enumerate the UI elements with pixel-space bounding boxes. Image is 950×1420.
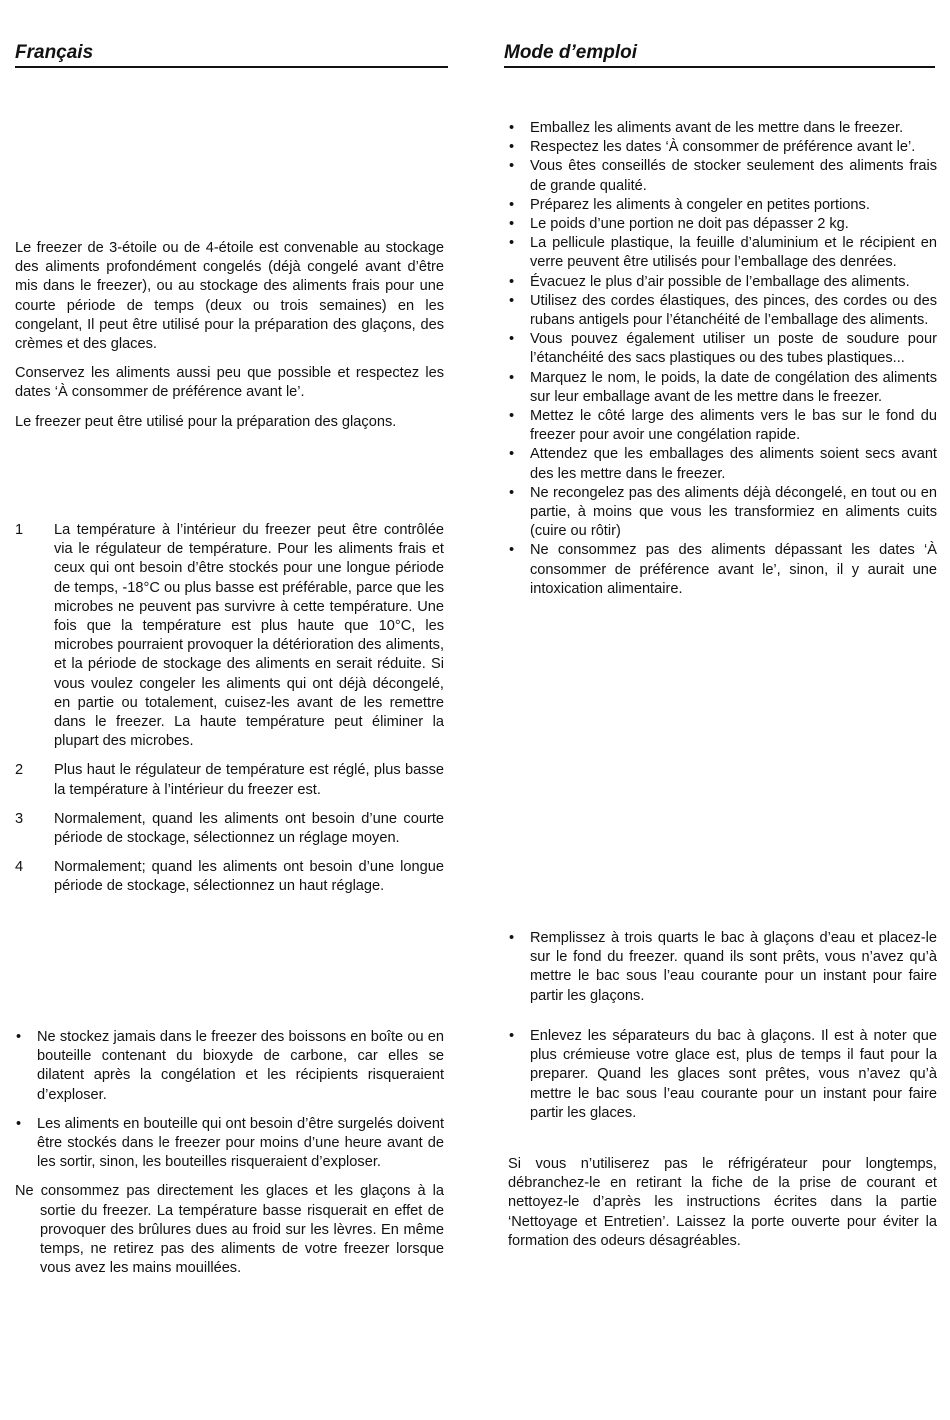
tip-item: • Le poids d’une portion ne doit pas dépasser 2 kg. [508, 215, 937, 234]
intro-paragraph: Le freezer de 3-étoile ou de 4-étoile est convenable au stockage des aliments profondément congelés (déjà congelé avant d’être mis dans le freezer), ou au stockage des aliments frais pour une courte période de temps (deux ou trois semaines) en les congelant, Il peut être utilisé pour la préparation des glaçons, des crèmes et des glaces. [15, 240, 444, 353]
tip-item: • Vous pouvez également utiliser un poste de soudure pour l’étanchéité des sacs plastiques ou des tubes plastiques... [508, 330, 937, 368]
item-number: 4 [15, 859, 24, 876]
section-header [504, 42, 935, 68]
ice-cube-tray [508, 929, 937, 1006]
tip-item: • Vous êtes conseillés de stocker seulement des aliments frais de grande qualité. [508, 157, 937, 195]
ice-cream [508, 1027, 937, 1123]
item-text: Plus haut le régulateur de température est réglé, plus basse la température à l’intérieur du freezer est. [54, 762, 444, 798]
packaging-tips [508, 119, 937, 599]
tip-item: • Préparez les aliments à congeler en petites portions. [508, 196, 937, 215]
numbered-item [15, 761, 444, 799]
tip-item: • Ne consommez pas des aliments dépassant les dates ‘À consommer de préférence avant le’, sinon, il y aurait une intoxication alimentaire. [508, 541, 937, 599]
item-number: 2 [15, 762, 24, 779]
language-header [15, 42, 448, 68]
intro-paragraph: Le freezer peut être utilisé pour la préparation des glaçons. [15, 413, 397, 430]
numbered-list [15, 521, 444, 897]
tip-item: • Attendez que les emballages des aliments soient secs avant des les mettre dans le freezer. [508, 445, 937, 483]
language-title: Français [15, 42, 94, 63]
tip-item: • Mettez le côté large des aliments vers le bas sur le fond du freezer pour avoir une congélation rapide. [508, 407, 937, 445]
storage-note: Si vous n’utiliserez pas le réfrigérateur pour longtemps, débranchez-le en retirant la fiche de la prise de courant et nettoyez-le d’après les instructions écrites dans la partie ‘Nettoyage et Entretien’. Laissez la porte ouverte pour éviter la formation des odeurs désagréables. [508, 1156, 937, 1249]
tip-item: • Respectez les dates ‘À consommer de préférence avant le’. [508, 138, 937, 157]
long-absence-note [508, 1155, 937, 1251]
tips-list [508, 119, 937, 599]
item-text: La température à l’intérieur du freezer peut être contrôlée via le régulateur de température. Pour les aliments frais et ceux qui ont besoin d’être stockés pour une longue période de temps, -18°C ou plus basse est préférable, parce que les microbes ne peuvent pas survivre à cette température. Une fois que la température est plus haute que 10°C, les microbes pourraient provoquer la détérioration des aliments, et la période de stockage des aliments en serait réduite. Si vous voulez congeler les aliments qui ont déjà décongelé, en partie ou totalement, cuisez-les avant de les remettre dans le freezer. La haute température peut éliminer la plupart des microbes. [54, 522, 444, 750]
intro-paragraph: Conservez les aliments aussi peu que possible et respectez les dates ‘À consommer de préférence avant le’. [15, 365, 444, 401]
warning-item: • Ne stockez jamais dans le freezer des boissons en boîte ou en bouteille contenant du bioxyde de carbone, car elles se dilatent après la congélation et les récipients risqueraient d’exploser. [15, 1028, 444, 1105]
tip-item: • Évacuez le plus d’air possible de l’emballage des aliments. [508, 273, 937, 292]
section-title: Mode d’emploi [504, 42, 637, 63]
warning-item: • Les aliments en bouteille qui ont besoin d’être surgelés doivent être stockés dans le freezer pour moins d’une heure avant de les sortir, sinon, les bouteilles risqueraient d’exploser. [15, 1115, 444, 1173]
ice-list [508, 929, 937, 1006]
tip-item: • Utilisez des cordes élastiques, des pinces, des cordes ou des rubans antigels pour l’étanchéité de l’emballage des aliments. [508, 292, 937, 330]
temperature-settings-list [15, 521, 444, 907]
warnings-block [15, 1028, 444, 1278]
ice-list [508, 1027, 937, 1123]
tip-item: • Marquez le nom, le poids, la date de congélation des aliments sur leur emballage avant de les mettre dans le freezer. [508, 369, 937, 407]
item-text: Normalement, quand les aliments ont besoin d’une courte période de stockage, sélectionnez un réglage moyen. [54, 810, 444, 847]
tip-item: • La pellicule plastique, la feuille d’aluminium et le récipient en verre peuvent être utilisés pour l’emballage des denrées. [508, 234, 937, 272]
item-number: 1 [15, 522, 24, 538]
warnings-list [15, 1028, 444, 1172]
tip-item: • Emballez les aliments avant de les mettre dans le freezer. [508, 119, 937, 138]
final-note: Ne consommez pas directement les glaces et les glaçons à la sortie du freezer. La température basse risquerait en effet de provoquer des brûlures dues au froid sur les lèvres. En même temps, ne retirez pas des aliments de votre freezer lorsque vous avez les mains mouillées. [15, 1183, 444, 1277]
ice-item: • Enlevez les séparateurs du bac à glaçons. Il est à noter que plus crémieuse votre glace est, plus de temps il faut pour la preparer. Quand les glaces sont prêtes, vous n’avez qu’à mettre le bac sous l’eau courante pour un instant pour faire partir les glaces. [508, 1027, 937, 1123]
item-number: 3 [15, 810, 24, 827]
numbered-item [15, 858, 444, 896]
numbered-item [15, 810, 444, 848]
item-text: Normalement; quand les aliments ont besoin d’une longue période de stockage, sélectionnez un haut réglage. [54, 859, 444, 895]
ice-item: • Remplissez à trois quarts le bac à glaçons d’eau et placez-le sur le fond du freezer. quand ils sont prêts, vous n’avez qu’à mettre le bac sous l’eau courante pour un instant pour faire partir les glaçons. [508, 929, 937, 1006]
left-intro [15, 239, 444, 432]
tip-item: • Ne recongelez pas des aliments déjà décongelé, en tout ou en partie, à moins que vous les transformiez en aliments cuits (cuire ou rôtir) [508, 484, 937, 542]
numbered-item [15, 521, 444, 751]
